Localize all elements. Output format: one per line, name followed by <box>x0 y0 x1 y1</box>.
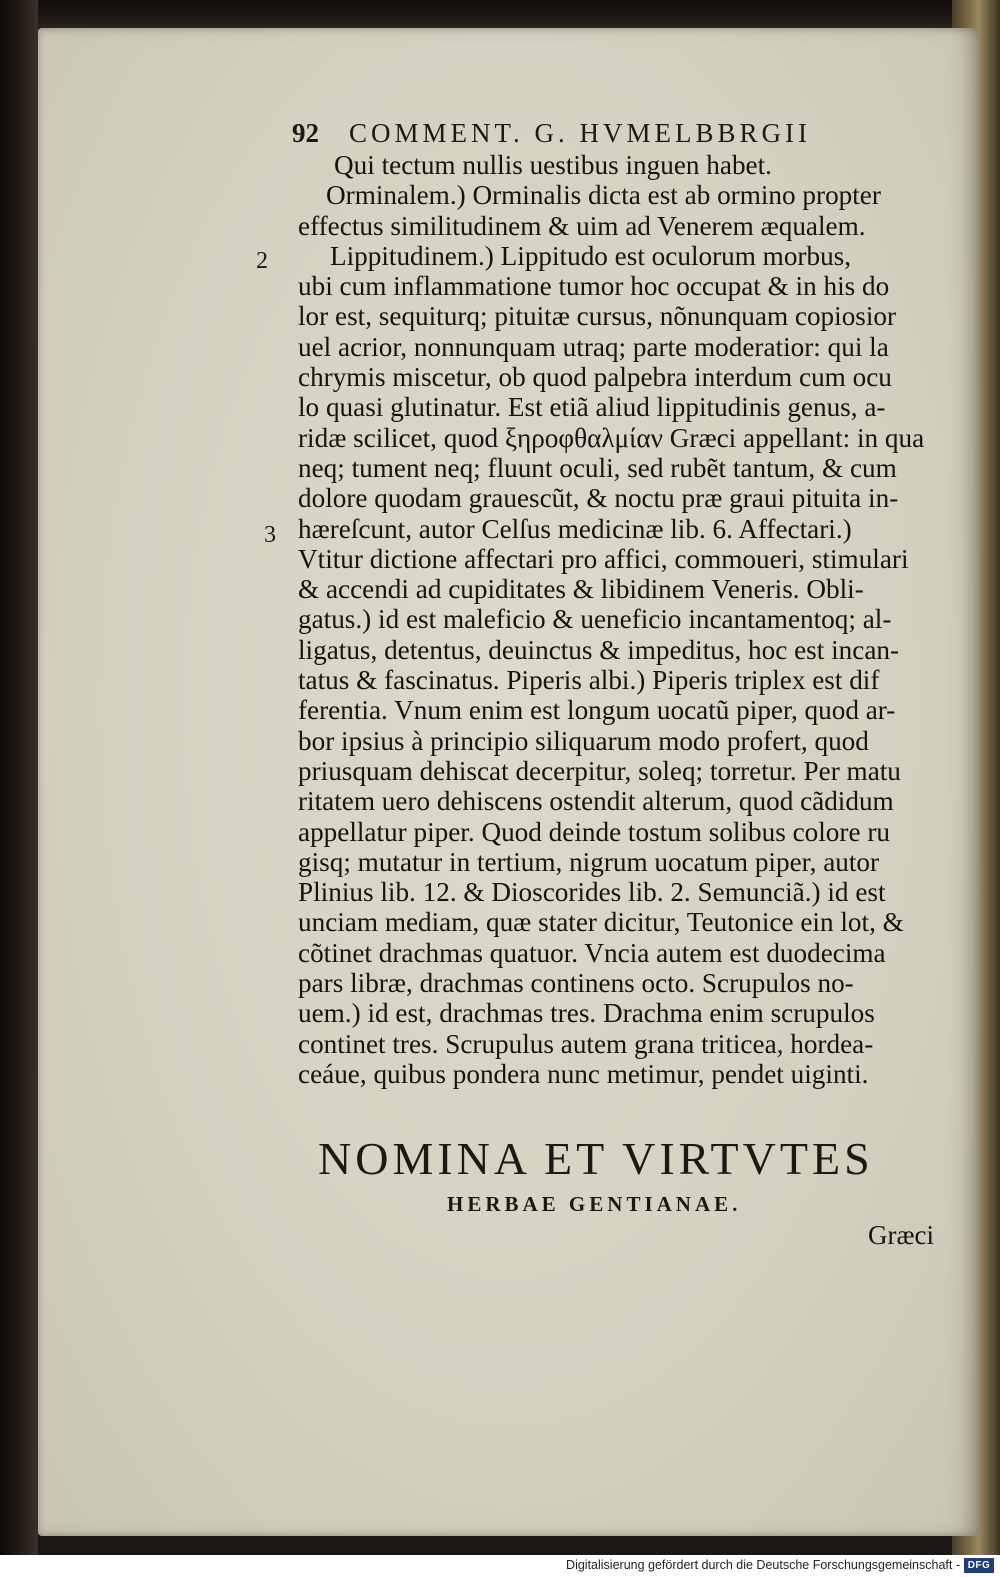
text-line: priusquam dehiscat decerpitur, soleq; torretur. Per matu <box>298 755 901 786</box>
text-line: unciam mediam, quæ stater dicitur, Teutonice ein lot, & <box>298 907 904 938</box>
text-line: Qui tectum nullis uestibus inguen habet. <box>334 150 772 180</box>
funding-credit: Digitalisierung gefördert durch die Deutsche Forschungsgemeinschaft - <box>566 1558 960 1572</box>
text-line: effectus similitudinem & uim ad Venerem æqualem. <box>298 210 866 241</box>
text-line: hæreſcunt, autor Celſus medicinæ lib. 6. Affectari.) <box>298 513 852 544</box>
text-line: uem.) id est, drachmas tres. Drachma enim scrupulos <box>298 998 875 1029</box>
section-subtitle: HERBAE GENTIANAE. <box>447 1192 742 1216</box>
scan-background-top <box>0 0 1000 30</box>
text-line: dolore quodam grauescũt, & noctu præ graui pituita in- <box>298 483 899 514</box>
text-line: ligatus, detentus, deuinctus & impeditus, hoc est incan- <box>298 634 900 665</box>
text-line: Vtitur dictione affectari pro affici, commoueri, stimulari <box>298 543 909 574</box>
text-line: gatus.) id est maleficio & ueneficio incantamentoq; al- <box>298 604 892 635</box>
text-line: lor est, sequiturq; pituitæ cursus, nõnunquam copiosior <box>298 301 897 332</box>
text-line: & accendi ad cupiditates & libidinem Veneris. Obli- <box>298 574 864 605</box>
text-line: Plinius lib. 12. & Dioscorides lib. 2. Semunciã.) id est <box>298 877 886 908</box>
margin-number-3: 3 <box>264 522 276 548</box>
text-line: ubi cum inflammatione tumor hoc occupat & in his do <box>298 271 890 302</box>
running-header <box>292 118 932 149</box>
text-line: ferentia. Vnum enim est longum uocatũ piper, quod ar- <box>298 695 896 726</box>
scan-background-left <box>0 0 38 1577</box>
text-line: tatus & fascinatus. Piperis albi.) Piperis triplex est dif <box>298 665 880 696</box>
text-line: ridæ scilicet, quod ξηροφθαλμίαν Græci appellant: in qua <box>298 422 925 453</box>
text-line: continet tres. Scrupulus autem grana triticea, hordea- <box>298 1028 874 1059</box>
text-line: ritatem uero dehiscens ostendit alterum, quod cãdidum <box>298 786 894 817</box>
text-line: lo quasi glutinatur. Est etiã aliud lippitudinis genus, a- <box>298 392 886 423</box>
margin-number-2: 2 <box>256 248 268 274</box>
text-line: Orminalem.) Orminalis dicta est ab ormino propter <box>326 180 881 211</box>
text-line: appellatur piper. Quod deinde tostum solibus colore ru <box>298 816 890 847</box>
running-head-title: COMMENT. G. HVMELBBRGII <box>349 118 811 148</box>
text-line: chrymis miscetur, ob quod palpebra interdum cum ocu <box>298 362 892 393</box>
dfg-logo: DFG <box>964 1558 994 1573</box>
text-line: neq; tument neq; fluunt oculi, sed rubẽt tantum, & cum <box>298 452 897 483</box>
text-line: bor ipsius à principio siliquarum modo profert, quod <box>298 725 869 756</box>
page-number: 92 <box>292 118 319 148</box>
text-line: gisq; mutatur in tertium, nigrum uocatum piper, autor <box>298 846 880 877</box>
body-text <box>298 150 948 1089</box>
text-line: cõtinet drachmas quatuor. Vncia autem est duodecima <box>298 937 886 968</box>
text-line: uel acrior, nonnunquam utraq; parte moderatior: qui la <box>298 331 889 362</box>
digitization-footer <box>0 1555 1000 1577</box>
catchword: Græci <box>868 1220 934 1250</box>
text-line: pars libræ, drachmas continens octo. Scrupulos no- <box>298 968 854 999</box>
text-line: ceáue, quibus pondera nunc metimur, pendet uiginti. <box>298 1058 869 1089</box>
text-line: Lippitudinem.) Lippitudo est oculorum morbus, <box>330 240 852 271</box>
section-title: NOMINA ET VIRTVTES <box>318 1133 874 1184</box>
